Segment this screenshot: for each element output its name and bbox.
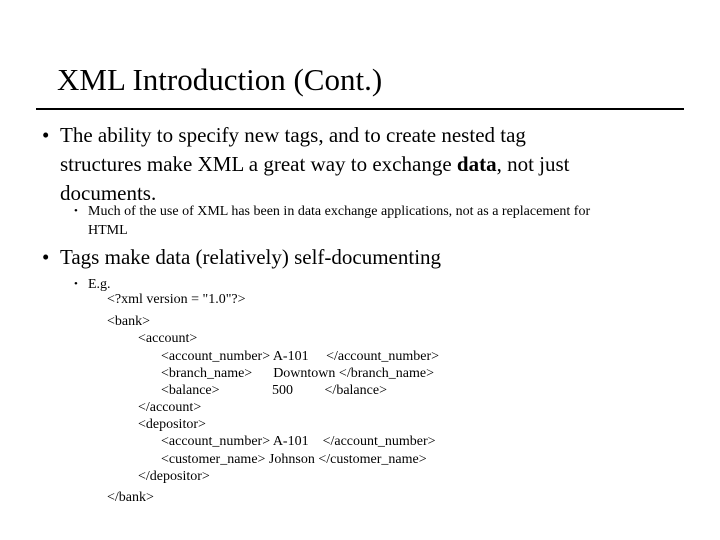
sub-bullet-text-line-2: HTML <box>88 223 128 238</box>
xml-depositor-close: </depositor> <box>138 469 210 484</box>
xml-bank-close: </bank> <box>107 490 154 505</box>
bullet-marker: • <box>42 245 50 269</box>
sub-bullet-text-line-1: Much of the use of XML has been in data exchange applications, not as a replacement for <box>88 204 591 219</box>
xml-account-number: <account_number> A-101 </account_number> <box>161 349 440 364</box>
xml-account-open: <account> <box>138 331 198 346</box>
bullet-text-line-2 <box>60 150 680 179</box>
bullet-text: Tags make data (relatively) self-documenting <box>60 245 442 269</box>
xml-customer-name: <customer_name> Johnson </customer_name> <box>161 452 427 467</box>
slide-title: XML Introduction (Cont.) <box>57 62 383 97</box>
xml-bank-open: <bank> <box>107 314 151 329</box>
bullet-text <box>60 121 680 208</box>
bullet-marker: • <box>42 123 50 147</box>
bullet-text-line-1: The ability to specify new tags, and to create nested tag <box>60 123 526 147</box>
xml-depositor-account-number: <account_number> A-101 </account_number> <box>161 434 436 449</box>
sub-bullet-text: E.g. <box>88 277 111 292</box>
xml-declaration: <?xml version = "1.0"?> <box>107 292 246 307</box>
bold-data-word: data <box>456 152 497 176</box>
xml-branch-name: <branch_name> Downtown </branch_name> <box>161 366 435 381</box>
sub-bullet-marker: • <box>74 205 78 217</box>
title-divider <box>36 108 684 110</box>
xml-depositor-open: <depositor> <box>138 417 206 432</box>
sub-bullet-text <box>88 202 678 240</box>
sub-bullet-marker: • <box>74 278 78 290</box>
xml-balance: <balance> 500 </balance> <box>161 383 387 398</box>
xml-account-close: </account> <box>138 400 202 415</box>
bullet-text-line-3: documents. <box>60 181 157 205</box>
bullet-text-line-2-post: , not just <box>496 152 570 176</box>
bullet-text-line-2-pre: structures make XML a great way to exchange <box>60 152 457 176</box>
